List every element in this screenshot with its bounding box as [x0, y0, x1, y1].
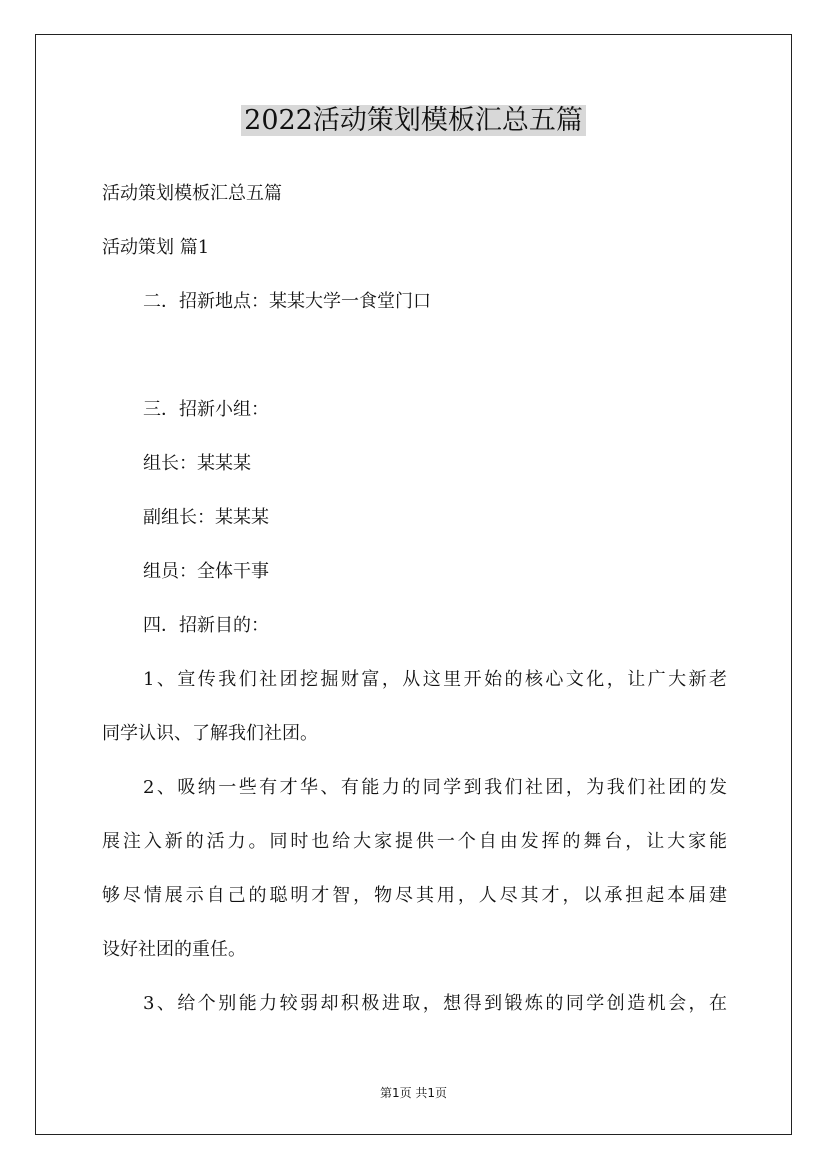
paragraph-line: 1、宣传我们社团挖掘财富，从这里开始的核心文化，让广大新老 [143, 669, 727, 690]
title-text: 2022活动策划模板汇总五篇 [241, 105, 586, 136]
paragraph-line: 设好社团的重任。 [102, 939, 246, 960]
page-footer: 第1页 共1页 [379, 1086, 448, 1100]
paragraph-line: 够尽情展示自己的聪明才智，物尽其用，人尽其才，以承担起本届建 [102, 885, 727, 906]
paragraph-line: 二．招新地点：某某大学一食堂门口 [143, 291, 431, 312]
subtitle: 活动策划模板汇总五篇 [102, 183, 282, 204]
paragraph-line: 展注入新的活力。同时也给大家提供一个自由发挥的舞台，让大家能 [102, 831, 727, 852]
paragraph-line: 三．招新小组： [143, 399, 269, 420]
paragraph-line: 同学认识、了解我们社团。 [102, 723, 318, 744]
section-heading: 活动策划 篇1 [102, 237, 210, 258]
paragraph-line: 组员：全体干事 [143, 561, 269, 582]
paragraph-line: 副组长：某某某 [143, 507, 269, 528]
paragraph-line: 3、给个别能力较弱却积极进取，想得到锻炼的同学创造机会，在 [143, 993, 727, 1014]
paragraph-line: 四．招新目的： [143, 615, 269, 636]
paragraph-line: 组长：某某某 [143, 453, 251, 474]
document-title [0, 100, 827, 142]
paragraph-line: 2、吸纳一些有才华、有能力的同学到我们社团，为我们社团的发 [143, 777, 727, 798]
